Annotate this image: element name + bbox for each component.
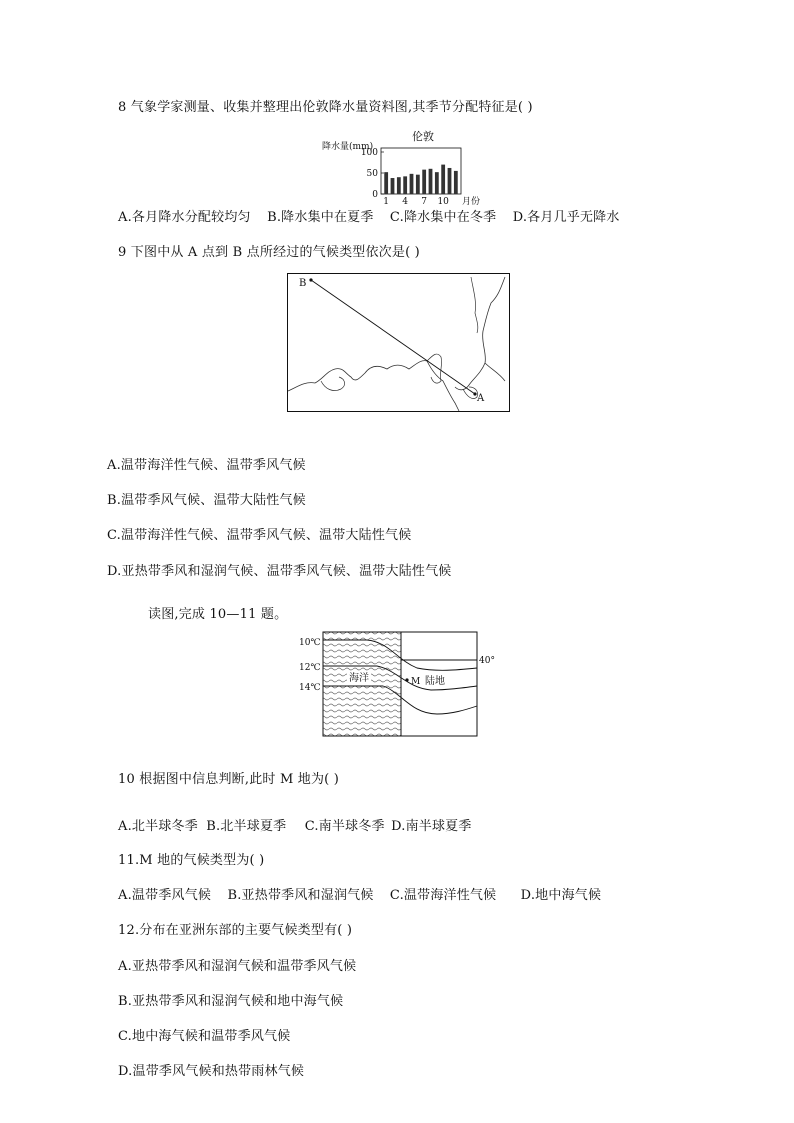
x-tick-label: 7 bbox=[421, 197, 428, 207]
q10-option-a[interactable]: A.北半球冬季 bbox=[118, 819, 198, 834]
chart-y-ticks bbox=[361, 148, 384, 200]
q8-option-a[interactable]: A.各月降水分配较均匀 bbox=[118, 210, 251, 225]
q9-option-d[interactable]: D.亚热带季风和湿润气候、温带季风气候、温带大陆性气候 bbox=[107, 564, 452, 579]
isotherm-diagram bbox=[297, 630, 497, 740]
q9-option-a[interactable]: A.温带海洋性气候、温带季风气候 bbox=[107, 458, 306, 473]
q11-option-a[interactable]: A.温带季风气候 bbox=[118, 888, 212, 903]
q12-option-b[interactable]: B.亚热带季风和湿润气候和地中海气候 bbox=[118, 994, 344, 1009]
precip-bar bbox=[416, 175, 420, 194]
q12-option-c[interactable]: C.地中海气候和温带季风气候 bbox=[118, 1029, 291, 1044]
q10-option-d[interactable]: D.南半球夏季 bbox=[391, 819, 472, 834]
map-frame bbox=[288, 274, 510, 412]
q11-option-d[interactable]: D.地中海气候 bbox=[520, 888, 602, 903]
q10-option-c[interactable]: C.南半球冬季 bbox=[304, 819, 385, 834]
point-b-marker bbox=[309, 278, 312, 281]
point-m-marker bbox=[405, 678, 408, 681]
point-b-label: B bbox=[299, 278, 307, 289]
east-asia-map bbox=[287, 273, 511, 413]
y-tick-label: 100 bbox=[360, 148, 378, 158]
q10-option-b[interactable]: B.北半球夏季 bbox=[206, 819, 287, 834]
q10-stem: 10 根据图中信息判断,此时 M 地为( ) bbox=[118, 772, 340, 787]
q8-stem: 8 气象学家测量、收集并整理出伦敦降水量资料图,其季节分配特征是( ) bbox=[118, 100, 533, 115]
isotherm-label-10: 10℃ bbox=[299, 638, 321, 648]
point-a-label: A bbox=[477, 393, 485, 404]
precip-bar bbox=[397, 177, 401, 194]
q8-option-c[interactable]: C.降水集中在冬季 bbox=[389, 210, 497, 225]
latitude-label: 40° bbox=[479, 656, 495, 666]
q11-options bbox=[118, 884, 601, 903]
intro-10-11: 读图,完成 10—11 题。 bbox=[148, 607, 288, 622]
ocean-label: 海洋 bbox=[349, 673, 369, 684]
london-precip-chart bbox=[318, 128, 493, 208]
q11-option-c[interactable]: C.温带海洋性气候 bbox=[389, 888, 497, 903]
q8-option-b[interactable]: B.降水集中在夏季 bbox=[267, 210, 374, 225]
y-tick-label: 0 bbox=[372, 190, 378, 200]
chart-bars bbox=[384, 165, 457, 194]
q8-options bbox=[118, 206, 620, 225]
precip-bar bbox=[448, 168, 452, 194]
precip-bar bbox=[403, 176, 407, 194]
precip-bar bbox=[435, 172, 439, 194]
chart-ylabel: 降水量(mm) bbox=[322, 142, 374, 152]
q8-option-d[interactable]: D.各月几乎无降水 bbox=[512, 210, 620, 225]
precip-bar bbox=[429, 169, 433, 194]
precip-bar bbox=[454, 171, 458, 194]
q12-option-a[interactable]: A.亚热带季风和湿润气候和温带季风气候 bbox=[118, 959, 357, 974]
precip-bar bbox=[410, 174, 414, 194]
q9-stem: 9 下图中从 A 点到 B 点所经过的气候类型依次是( ) bbox=[118, 245, 420, 260]
q10-options bbox=[118, 815, 472, 834]
x-tick-label: 1 bbox=[383, 197, 390, 207]
precip-bar bbox=[422, 170, 426, 194]
precip-bar bbox=[384, 172, 388, 194]
chart-x-unit: 月份 bbox=[462, 197, 481, 207]
precip-bar bbox=[391, 178, 395, 194]
y-tick-label: 50 bbox=[366, 169, 378, 179]
point-m-label: M bbox=[411, 677, 421, 687]
precip-bar bbox=[441, 165, 445, 194]
q11-option-b[interactable]: B.亚热带季风和湿润气候 bbox=[227, 888, 374, 903]
land-label: 陆地 bbox=[425, 676, 445, 687]
x-tick-label: 4 bbox=[402, 197, 409, 207]
q9-option-b[interactable]: B.温带季风气候、温带大陆性气候 bbox=[107, 493, 306, 508]
isotherm-label-14: 14℃ bbox=[299, 683, 321, 693]
chart-title: 伦敦 bbox=[412, 130, 434, 143]
q9-option-c[interactable]: C.温带海洋性气候、温带季风气候、温带大陆性气候 bbox=[107, 528, 412, 543]
q12-stem: 12.分布在亚洲东部的主要气候类型有( ) bbox=[118, 923, 353, 938]
q11-stem: 11.M 地的气候类型为( ) bbox=[118, 853, 265, 868]
x-tick-label: 10 bbox=[437, 197, 449, 207]
q12-option-d[interactable]: D.温带季风气候和热带雨林气候 bbox=[118, 1064, 305, 1079]
isotherm-label-12: 12℃ bbox=[299, 663, 321, 673]
